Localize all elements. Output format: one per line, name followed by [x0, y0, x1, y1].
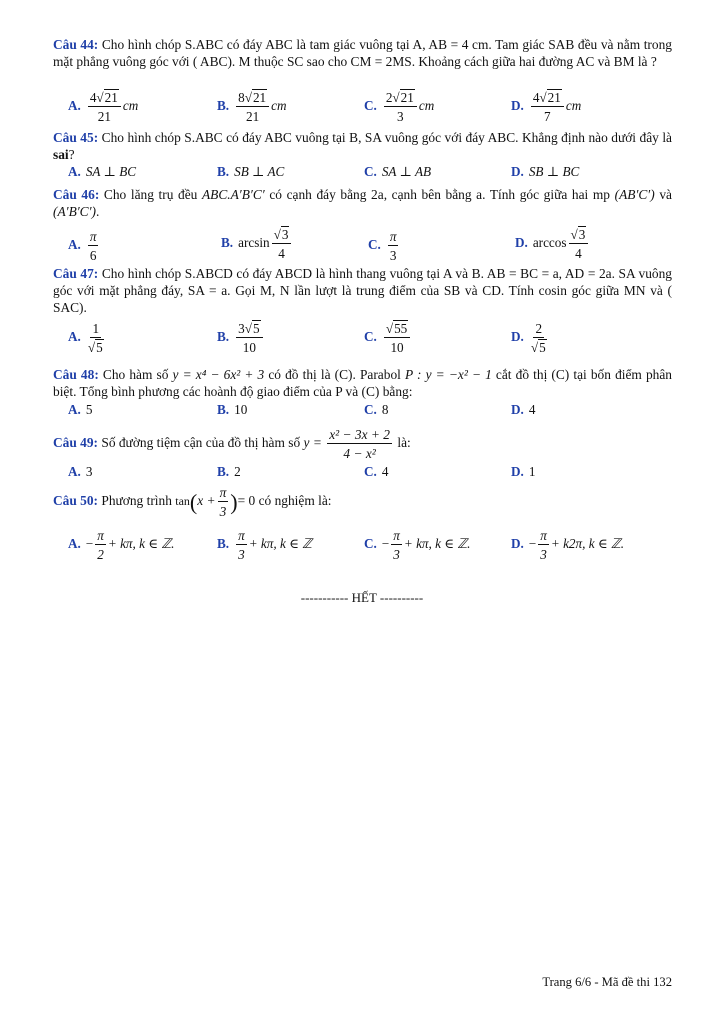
question-49	[53, 427, 672, 461]
answer-label: D.	[515, 235, 528, 251]
fraction: $\frac{\pi}{3}$	[219, 485, 227, 519]
answer-label: D.	[511, 536, 524, 552]
question-48	[53, 366, 672, 400]
question-number: Câu 50:	[53, 493, 99, 509]
answer-label: D.	[511, 402, 524, 417]
answer-expr: SB ⊥ BC	[528, 164, 580, 179]
fraction: $\frac{√55}{10}$	[384, 321, 410, 355]
answer-d[interactable]: D. − $\frac{\pi}{3}$ + k2π, k ∈ ℤ.	[511, 528, 625, 562]
answer-label: A.	[68, 98, 81, 114]
question-44	[53, 36, 672, 70]
answer-value: 4	[381, 464, 389, 479]
answer-label: C.	[368, 237, 381, 253]
question-number: Câu 48:	[53, 367, 99, 382]
math-y: y =	[303, 435, 322, 451]
answer-a[interactable]	[68, 402, 92, 418]
answer-label: B.	[217, 536, 230, 552]
math-prism: ABC.A′B′C′	[201, 187, 265, 202]
answer-label: C.	[364, 536, 377, 552]
answer-label: C.	[364, 164, 377, 179]
answer-b[interactable]	[217, 464, 241, 480]
answer-a[interactable]: A. − $\frac{\pi}{2}$ + kπ, k ∈ ℤ.	[68, 528, 175, 562]
question-50: Câu 50: Phương trình tan(x + $\frac{\pi}{3}$ )= 0 có nghiệm là:	[53, 485, 332, 519]
fraction: $\frac{4√21}{7}$	[531, 90, 564, 124]
fraction: $\frac{\pi}{3}$	[238, 528, 245, 562]
answer-expr: SB ⊥ AC	[234, 164, 285, 179]
fraction: $\frac{\pi}{3}$	[540, 528, 547, 562]
question-text: Cho hình chóp S.ABC có đáy ABC vuông tại B, SA vuông góc với đáy ABC. Khẳng định nào dưới đây là	[101, 130, 672, 145]
answer-value: 8	[381, 402, 389, 417]
answer-label: A.	[68, 164, 81, 179]
question-number: Câu 45:	[53, 130, 99, 145]
answer-value: 10	[234, 402, 248, 417]
fraction: $\frac{\pi}{3}$	[393, 528, 400, 562]
answer-expr: SA ⊥ AB	[381, 164, 432, 179]
question-text: Cho hình chóp S.ABCD có đáy ABCD là hình thang vuông tại A và B. AB = BC = a, AD = 2a. SA vuông góc với mặt phẳng đáy, SA = a. Gọi M, N lần lượt là trung điểm của SB và CD. Tính cosin góc giữa MN và ( SAC).	[53, 266, 672, 316]
end-marker: ----------- HẾT ----------	[300, 590, 424, 605]
answer-label: A.	[68, 402, 81, 417]
answer-label: B.	[217, 464, 230, 479]
answer-label: D.	[511, 164, 524, 179]
fraction: $\frac{\text{x² − 3x + 2}}{\text{4 − x²}}$	[329, 427, 390, 461]
answer-d[interactable]: D. arccos $\frac{√3}{4}$	[515, 227, 590, 261]
fraction: $\frac{\pi}{6}$	[89, 229, 97, 263]
answer-label: D.	[511, 329, 524, 345]
answer-b[interactable]: B. $\frac{8√21}{21}$ cm	[217, 90, 287, 124]
answer-c[interactable]: C. $\frac{2√21}{3}$ cm	[364, 90, 435, 124]
answer-value: 3	[85, 464, 93, 479]
answer-c[interactable]: C. − $\frac{\pi}{3}$ + kπ, k ∈ ℤ.	[364, 528, 471, 562]
answer-c[interactable]	[364, 164, 431, 180]
answer-d[interactable]: D. $\frac{4√21}{7}$ cm	[511, 90, 582, 124]
answer-a[interactable]	[68, 464, 92, 480]
answer-label: A.	[68, 237, 81, 253]
answer-b[interactable]: B. $\frac{\pi}{3}$ + kπ, k ∈ ℤ	[217, 528, 312, 562]
question-number: Câu 46:	[53, 187, 100, 202]
answer-d[interactable]	[511, 464, 535, 480]
math-function: y = x⁴ − 6x² + 3	[172, 367, 265, 382]
fraction: $\frac{8√21}{21}$	[236, 90, 269, 124]
answer-c[interactable]	[364, 402, 388, 418]
fraction: $\frac{\pi}{3}$	[389, 229, 397, 263]
answer-label: C.	[364, 402, 377, 417]
answer-a[interactable]	[68, 229, 100, 263]
page-footer: Trang 6/6 - Mã đề thi 132	[542, 975, 672, 989]
question-46: Câu 46: Cho lăng trụ đều ABC.A′B′C′ có cạnh đáy bằng 2a, cạnh bên bằng a. Tính góc giữa hai mp (AB′C′) và (A′B′C′).	[53, 187, 672, 220]
answer-a[interactable]	[68, 321, 106, 355]
fraction: $\frac{√3}{4}$	[272, 227, 292, 261]
fraction: $\frac{√3}{4}$	[569, 227, 589, 261]
math-plane-2: (A′B′C′)	[53, 204, 96, 220]
answer-label: C.	[364, 329, 377, 345]
question-text-end: có nghiệm là:	[258, 493, 332, 509]
question-number: Câu 47:	[53, 266, 99, 281]
answer-label: A.	[68, 464, 81, 479]
question-text: Cho lăng trụ đều	[103, 187, 198, 202]
answer-expr: SA ⊥ BC	[85, 164, 137, 179]
math-parabola: P : y = −x² − 1	[405, 367, 492, 382]
answer-label: D.	[511, 98, 524, 114]
connector: và	[659, 187, 672, 202]
answer-a[interactable]	[68, 164, 136, 180]
answer-b[interactable]	[217, 402, 247, 418]
question-text: Cho hình chóp S.ABC có đáy ABC là tam giác vuông tại A, AB = 4 cm. Tam giác SAB đều và nằm trong mặt phẳng vuông góc với ( ABC). M thuộc SC sao cho CM = 2MS. Khoảng cách giữa hai đường AC và BM là ?	[53, 37, 672, 70]
fraction: $\frac{4√21}{21}$	[88, 90, 121, 124]
question-text-cont: có đồ thị là (C). Parabol	[268, 367, 401, 382]
math-eq: = 0	[237, 493, 256, 509]
question-text-end: cắt đồ thị (C) tại bốn điểm phân biệt. Tổng bình phương các hoành độ giao điểm của P và (C) bằng:	[53, 367, 672, 400]
emphasis-word: sai	[53, 147, 69, 163]
math-x: x +	[197, 493, 216, 509]
question-text-cont: có cạnh đáy bằng 2a, cạnh bên bằng a. Tính góc giữa hai mp	[269, 187, 610, 202]
question-text-end: là:	[397, 435, 411, 451]
answer-label: C.	[364, 98, 377, 114]
answer-value: 1	[528, 464, 536, 479]
question-text: Cho hàm số	[102, 367, 169, 382]
answer-a[interactable]: A. $\frac{4√21}{21}$ cm	[68, 90, 139, 124]
answer-value: 2	[234, 464, 241, 479]
answer-label: A.	[68, 536, 81, 552]
question-number: Câu 44:	[53, 37, 99, 52]
fraction: $\frac{\pi}{2}$	[97, 528, 104, 562]
fraction: $\frac{1}{√5}$	[87, 321, 103, 355]
answer-d[interactable]	[511, 402, 535, 418]
answer-d[interactable]	[511, 164, 579, 180]
question-text: Số đường tiệm cận của đồ thị hàm số	[101, 435, 301, 451]
answer-c[interactable]	[364, 464, 388, 480]
answer-d[interactable]	[511, 321, 549, 355]
math-plane-1: (AB′C′)	[614, 187, 655, 202]
question-47	[53, 265, 672, 317]
answer-b[interactable]	[217, 164, 284, 180]
answer-b[interactable]	[217, 321, 265, 355]
question-text: Phương trình	[101, 493, 172, 509]
math-tan: tan	[175, 494, 190, 509]
fraction: $\frac{2√21}{3}$	[384, 90, 417, 124]
fraction: $\frac{2}{√5}$	[530, 321, 546, 355]
fraction: $\frac{3√5}{10}$	[236, 321, 262, 355]
answer-label: B.	[217, 98, 230, 114]
answer-label: B.	[221, 235, 234, 251]
answer-label: B.	[217, 329, 230, 345]
answer-c[interactable]	[364, 321, 412, 355]
answer-label: B.	[217, 402, 230, 417]
answer-b[interactable]: B. arcsin $\frac{√3}{4}$	[221, 227, 293, 261]
question-number: Câu 49:	[53, 435, 99, 451]
answer-value: 4	[528, 402, 536, 417]
answer-label: A.	[68, 329, 81, 345]
answer-value: 5	[85, 402, 93, 417]
answer-label: C.	[364, 464, 377, 479]
answer-label: B.	[217, 164, 230, 179]
answer-label: D.	[511, 464, 524, 479]
answer-c[interactable]	[368, 229, 400, 263]
question-45: Câu 45: Cho hình chóp S.ABC có đáy ABC vuông tại B, SA vuông góc với đáy ABC. Khẳng định nào dưới đây là sai?	[53, 130, 672, 163]
